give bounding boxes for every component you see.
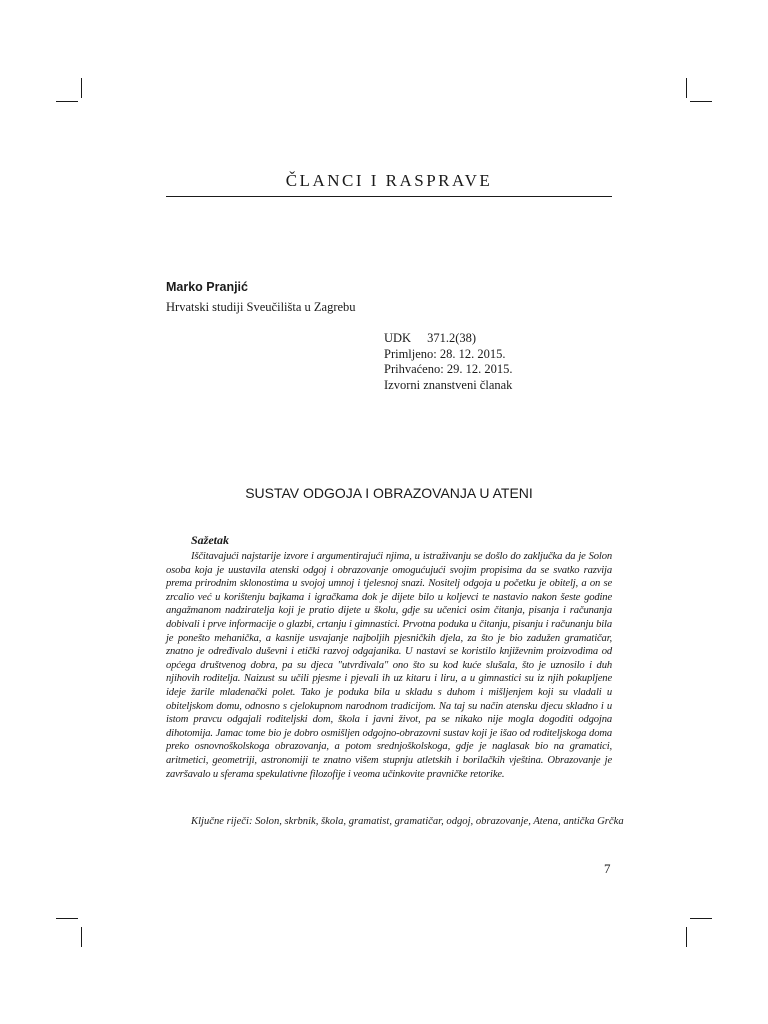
section-header: ČLANCI I RASPRAVE — [285, 171, 493, 190]
abstract-text: Iščitavajući najstarije izvore i argumentirajući njima, u istraživanju se došlo do zaključka da je Solon osoba koja je uustavila atenski odgoj i obrazovanje omogućujući svojim propisima da se svatko razvija prema prirodnim sklonostima u svojoj umnoj i tjelesnoj snazi. Nositelj odgoja u početku je obitelj, a on se zrcalio već u korištenju bajkama i igračkama dok je dijete bilo u koljevci te nastavio nakon šeste godine angažmanom nadziratelja koji je pratio dijete u školu, gdje su učenici osim čitanja, pisanja i računanja dobivali i prve informacije o glazbi, crtanju i gimnastici. Prvotna poduka u čitanju, pisanju i računanju bila je ponešto mehanička, a kasnije usvajanje najboljih pjesničkih djela, za što je bio zadužen gramatičar, znatno je određivalo duševni i etički razvoj odgajanika. U nastavi se koristilo književnim proizvodima od općega društvenog dobra, pa su djeca "utvrđivala" ono što su kod kuće slušala, što je uznosilo i duh njihovih roditelja. Naizust su učili pjesme i pjevali ih uz kitaru i liru, a u gimnastici su iz njih pokupljene ideje žarile mladenački polet. Tako je poduka bila u skladu s duhom i mišljenjem koji su vladali u obiteljskom domu, odnosno s cjelokupnom narodnom tradicijom. Na taj su način atensku djecu skladno i u istom pravcu odgajali roditeljski dom, škola i javni život, pa se nikako nije mogla dogoditi odgojna dihotomija. Jamac tome bio je dobro osmišljen odgojno-obrazovni sustav koji je išao od roditeljskoga doma preko osnovnoškolskoga obrazovanja, a potom srednjoškolskoga, gdje je naglasak bio na gramatici, aritmetici, geometriji, astronomiji te znatno višem stupnju atletskih i borilačkih vještina. Obrazovanje je završavalo u sferama spekulativne filozofije i veoma učinkovite pravničke retorike. — [166, 551, 612, 780]
received-date: Primljeno: 28. 12. 2015. — [384, 346, 506, 361]
crop-mark — [56, 918, 78, 919]
crop-mark — [686, 927, 687, 947]
crop-mark — [690, 918, 712, 919]
udk-line — [384, 331, 512, 347]
article-title: SUSTAV ODGOJA I OBRAZOVANJA U ATENI — [245, 485, 533, 501]
udk-label: UDK — [384, 331, 412, 345]
crop-mark — [686, 78, 687, 98]
keywords: Ključne riječi: Solon, skrbnik, škola, gramatist, gramatičar, odgoj, obrazovanje, Atena, antička Grčka — [191, 816, 624, 827]
crop-mark — [56, 101, 78, 102]
accepted-date: Prihvaćeno: 29. 12. 2015. — [384, 362, 513, 376]
crop-mark — [690, 101, 712, 102]
header-divider — [166, 196, 612, 197]
abstract-heading: Sažetak — [191, 533, 230, 547]
author-name: Marko Pranjić — [166, 280, 248, 294]
crop-mark — [81, 78, 82, 98]
article-type: Izvorni znanstveni članak — [384, 377, 513, 392]
author-affiliation: Hrvatski studiji Sveučilišta u Zagrebu — [166, 300, 356, 314]
udk-code: 371.2(38) — [427, 331, 477, 345]
article-metadata — [384, 331, 512, 393]
crop-mark — [81, 927, 82, 947]
page-number: 7 — [604, 861, 611, 876]
